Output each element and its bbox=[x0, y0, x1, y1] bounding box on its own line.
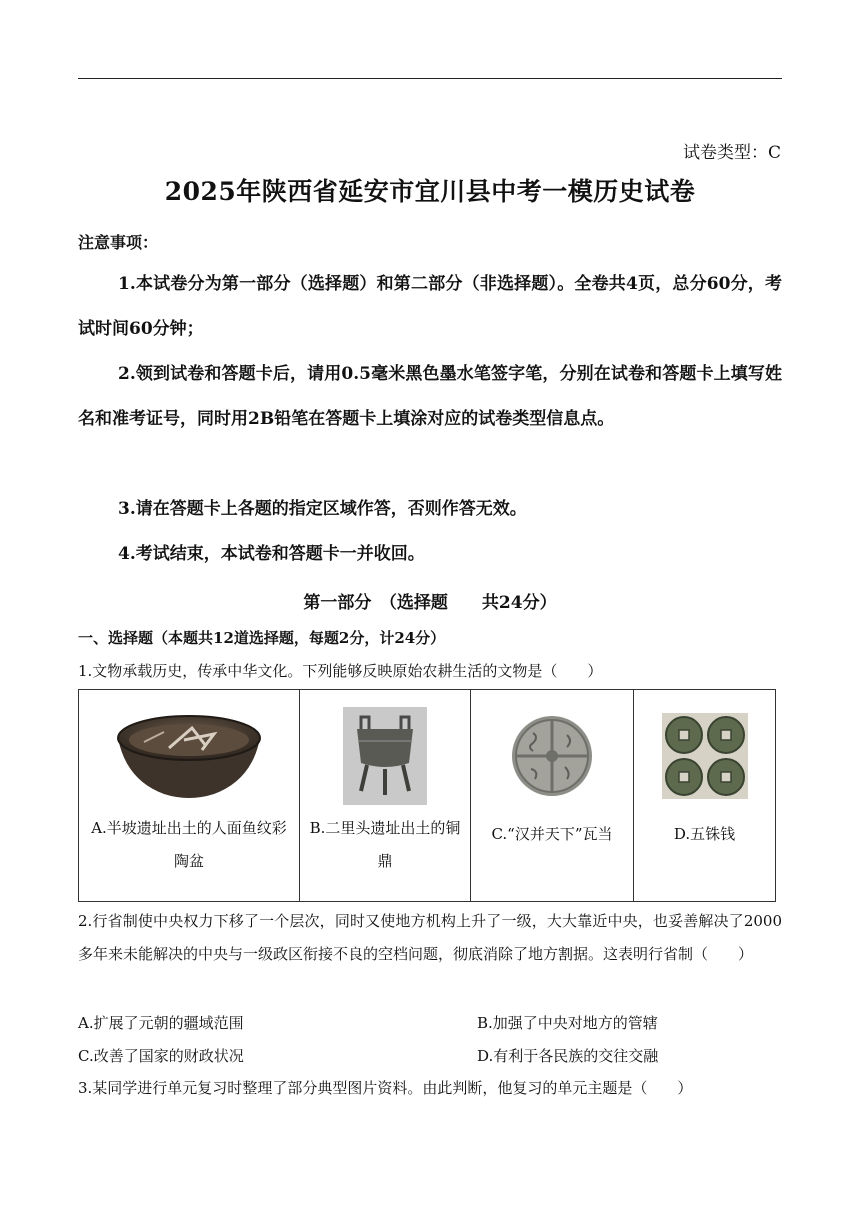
question-1-options-table bbox=[78, 689, 776, 902]
question-3-stem: 3.某同学进行单元复习时整理了部分典型图片资料。由此判断，他复习的单元主题是（ ） bbox=[78, 1079, 693, 1097]
question-2-option-c: C.改善了国家的财政状况 bbox=[78, 1047, 244, 1065]
bronze-ding-image bbox=[300, 700, 470, 812]
question-1-stem: 1.文物承载历史，传承中华文化。下列能够反映原始农耕生活的文物是（ ） bbox=[78, 662, 603, 680]
section-heading: 一、选择题（本题共12道选择题，每题2分，计24分） bbox=[78, 629, 446, 647]
option-d-label: D.五铢钱 bbox=[673, 825, 736, 843]
wuzhu-coins-image bbox=[634, 700, 775, 812]
exam-title: 2025年陕西省延安市宜川县中考一模历史试卷 bbox=[164, 177, 696, 206]
option-b-label: B.二里头遗址出土的铜鼎 bbox=[309, 819, 461, 870]
notes-heading: 注意事项： bbox=[78, 233, 159, 252]
option-a-label: A.半坡遗址出土的人面鱼纹彩陶盆 bbox=[91, 819, 287, 870]
option-c-label: C.“汉并天下”瓦当 bbox=[491, 825, 613, 843]
question-2-option-a: A.扩展了元朝的疆域范围 bbox=[78, 1014, 244, 1032]
question-2-option-d: D.有利于各民族的交往交融 bbox=[477, 1047, 659, 1065]
notice-item-1: 1.本试卷分为第一部分（选择题）和第二部分（非选择题）。全卷共4页，总分60分，考试时间60分钟； bbox=[78, 274, 782, 339]
question-2-stem: 2.行省制使中央权力下移了一个层次，同时又使地方机构上升了一级，大大靠近中央，也妥善解决了2000多年来未能解决的中央与一级政区衔接不良的空档问题，彻底消除了地方割据。这表明行省制（ ） bbox=[78, 912, 782, 963]
option-a-cell bbox=[79, 690, 300, 902]
option-b-cell bbox=[300, 690, 471, 902]
painted-pottery-basin-image bbox=[79, 700, 299, 812]
top-rule bbox=[78, 78, 782, 79]
notice-item-4: 4.考试结束，本试卷和答题卡一并收回。 bbox=[118, 544, 425, 564]
paper-type-label: 试卷类型：C bbox=[682, 143, 781, 163]
question-2-option-b: B.加强了中央对地方的管辖 bbox=[477, 1014, 658, 1032]
part-one-heading: 第一部分 （选择题 共24分） bbox=[303, 593, 557, 613]
notice-item-3: 3.请在答题卡上各题的指定区域作答，否则作答无效。 bbox=[118, 499, 527, 519]
notice-item-2: 2.领到试卷和答题卡后，请用0.5毫米黑色墨水笔签字笔，分别在试卷和答题卡上填写姓名和准考证号，同时用2B铅笔在答题卡上填涂对应的试卷类型信息点。 bbox=[78, 364, 782, 429]
option-c-cell bbox=[471, 690, 634, 902]
option-d-cell bbox=[634, 690, 776, 902]
tile-end-image bbox=[471, 700, 633, 812]
